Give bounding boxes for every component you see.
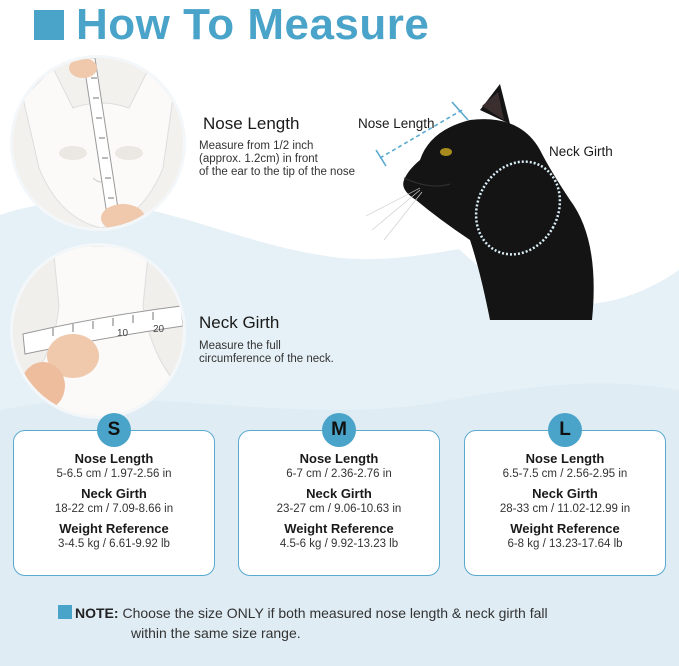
note-label: NOTE:: [75, 605, 119, 621]
size-card-m: [238, 419, 440, 576]
size-s-weight-value: 3-4.5 kg / 6.61-9.92 lb: [58, 538, 170, 550]
size-badge-l: L: [548, 413, 582, 447]
note-line-1-row: [58, 603, 658, 623]
size-l-neck-label: Neck Girth: [532, 486, 598, 501]
neck-measure-photo: [10, 243, 186, 419]
mannequin-neck-illustration: [13, 246, 186, 419]
neck-girth-description: [199, 340, 399, 366]
size-l-nose-label: Nose Length: [525, 451, 605, 466]
size-s-nose-value: 5-6.5 cm / 1.97-2.56 in: [56, 468, 172, 480]
cat-neck-girth-label: Neck Girth: [549, 144, 613, 159]
note-line-1: Choose the size ONLY if both measured nose length & neck girth fall: [122, 605, 548, 621]
size-badge-m: M: [322, 413, 356, 447]
nose-desc-line-3: of the ear to the tip of the nose: [199, 166, 355, 178]
page-header: [34, 0, 429, 50]
size-m-weight-label: Weight Reference: [284, 521, 394, 536]
tape-number-20: 20: [153, 324, 165, 335]
size-badge-s: S: [97, 413, 131, 447]
size-s-neck-value: 18-22 cm / 7.09-8.66 in: [54, 503, 174, 515]
size-l-weight-label: Weight Reference: [510, 521, 620, 536]
size-m-weight-value: 4.5-6 kg / 9.92-13.23 lb: [279, 538, 399, 550]
size-m-neck-label: Neck Girth: [306, 486, 372, 501]
nose-measure-photo: [10, 55, 186, 231]
size-s-nose-label: Nose Length: [74, 451, 154, 466]
cat-nose-length-label: Nose Length: [358, 116, 435, 131]
note-line-2: within the same size range.: [131, 625, 301, 641]
mannequin-head-illustration: [13, 58, 186, 231]
size-l-neck-value: 28-33 cm / 11.02-12.99 in: [499, 503, 631, 515]
size-note: [58, 603, 658, 643]
size-l-nose-value: 6.5-7.5 cm / 2.56-2.95 in: [502, 468, 628, 480]
neck-girth-heading: Neck Girth: [199, 313, 280, 332]
size-m-neck-value: 23-27 cm / 9.06-10.63 in: [276, 503, 402, 515]
nose-length-heading: Nose Length: [203, 114, 300, 133]
note-square-icon: [58, 605, 72, 619]
size-s-weight-label: Weight Reference: [59, 521, 169, 536]
title-square-icon: [34, 10, 64, 40]
neck-desc-line-1: Measure the full: [199, 340, 281, 352]
size-card-l: [464, 419, 666, 576]
size-m-nose-value: 6-7 cm / 2.36-2.76 in: [286, 468, 392, 480]
size-m-nose-label: Nose Length: [299, 451, 379, 466]
tape-number-10: 10: [117, 328, 129, 339]
size-l-weight-value: 6-8 kg / 13.23-17.64 lb: [507, 538, 623, 550]
size-s-neck-label: Neck Girth: [81, 486, 147, 501]
nose-desc-line-2: (approx. 1.2cm) in front: [199, 153, 318, 165]
page-title: How To Measure: [76, 0, 430, 49]
size-card-s: [13, 419, 215, 576]
neck-desc-line-2: circumference of the neck.: [199, 353, 334, 365]
nose-desc-line-1: Measure from 1/2 inch: [199, 140, 314, 152]
